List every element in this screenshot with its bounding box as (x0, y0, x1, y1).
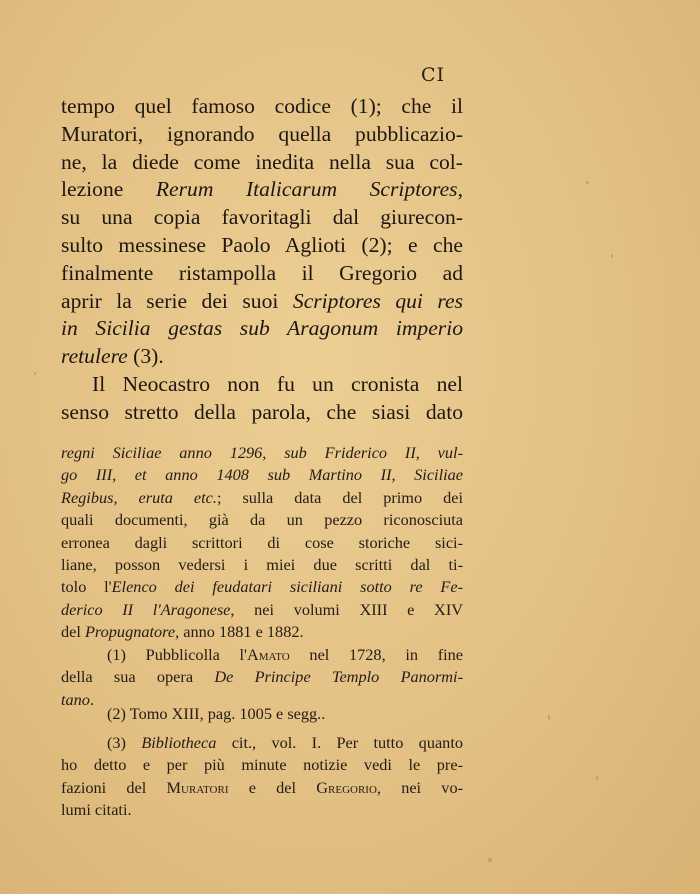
footnote-line (61, 532, 463, 554)
smallcaps-text: Amato (247, 645, 290, 664)
main-line (61, 93, 463, 121)
footnote-line (61, 703, 463, 725)
footnote-text: lumi citati. (61, 800, 132, 820)
footnote-text: (1) Pubblicolla l'Amato nel 1728, in fine (107, 645, 464, 664)
footnote-line (61, 666, 463, 688)
main-text: lezione Rerum Italicarum Scriptores, (61, 177, 463, 202)
paper-speck (586, 181, 589, 184)
italic-text: in Sicilia gestas sub Aragonum imperio (61, 316, 463, 341)
paper-speck (611, 254, 613, 258)
footnote-line (61, 442, 463, 464)
footnote-text: quali documenti, già da un pezzo riconosciuta (61, 510, 463, 530)
main-line (61, 149, 463, 177)
footnote-text: liane, posson vedersi i miei due scritti dal ti- (61, 555, 463, 575)
footnote-line (61, 576, 463, 598)
footnote-text (61, 443, 463, 462)
footnote-text: erronea dagli scrittori di cose storiche sici- (61, 532, 463, 552)
footnote-1 (61, 644, 463, 711)
footnote-line (61, 487, 463, 509)
italic-text: retulere (61, 344, 128, 369)
footnote-text: tolo l'Elenco dei feudatari siciliani sotto re Fe- (61, 577, 463, 597)
italic-text: De Principe Templo Panormi- (214, 667, 463, 687)
main-line (61, 121, 463, 149)
page-folio: CI (421, 64, 446, 86)
footnote-line (61, 644, 463, 666)
paper-speck (548, 715, 550, 720)
footnote-line (61, 464, 463, 486)
footnote-line (61, 799, 463, 821)
footnote-text: della sua opera De Principe Templo Panormi- (61, 667, 463, 687)
italic-text: Rerum Italicarum Scriptores (155, 177, 458, 202)
footnote-text (61, 465, 463, 484)
italic-text: regni Siciliae anno 1296, sub Friderico II, vul- (61, 443, 463, 462)
main-line (61, 176, 463, 204)
smallcaps-text: Gregorio (316, 777, 377, 797)
footnote-line (61, 777, 463, 799)
main-text: tempo quel famoso codice (1); che il (61, 94, 463, 118)
footnote-line (61, 621, 463, 643)
footnote-line (61, 732, 463, 754)
footnote-3 (61, 732, 463, 822)
main-line (61, 399, 463, 427)
italic-text: Propugnatore (84, 622, 176, 642)
paper-speck (34, 372, 36, 375)
footnote-text: (3) Bibliotheca cit., vol. I. Per tutto quanto (107, 733, 463, 752)
footnote-line (61, 554, 463, 576)
main-line (61, 288, 463, 316)
main-text (61, 316, 463, 340)
main-line (61, 204, 463, 232)
footnote-text: fazioni del Muratori e del Gregorio, nei vo- (61, 777, 464, 797)
main-text: aprir la serie dei suoi Scriptores qui res (61, 288, 463, 313)
italic-text: go III, et anno 1408 sub Martino II, Siciliae (61, 465, 463, 485)
footnote-line (61, 509, 463, 531)
main-line (61, 232, 463, 260)
paper-speck (596, 776, 598, 780)
main-text: senso stretto della parola, che siasi dato (61, 399, 463, 424)
footnote-line (61, 754, 463, 776)
italic-text: derico II l'Aragonese (61, 599, 231, 619)
footnote-text: Regibus, eruta etc.; sulla data del primo dei (61, 487, 463, 507)
main-text: su una copia favoritagli dal giurecon- (61, 205, 463, 230)
main-text: retulere (3). (61, 344, 164, 369)
footnote-2 (61, 703, 463, 725)
main-text: Muratori, ignorando quella pubblicazio- (61, 121, 463, 146)
footnote-text: ho detto e per più minute notizie vedi le pre- (61, 755, 463, 775)
smallcaps-text: Muratori (166, 777, 229, 797)
main-text: ne, la diede come inedita nella sua col- (61, 149, 463, 174)
main-text: finalmente ristampolla il Gregorio ad (61, 260, 463, 285)
footnote-text: (2) Tomo XIII, pag. 1005 e segg.. (107, 704, 326, 723)
italic-text: Elenco dei feudatari siciliani sotto re Fe- (111, 577, 463, 597)
main-text: sulto messinese Paolo Aglioti (2); e che (61, 232, 463, 257)
footnote-continuation (61, 442, 463, 644)
italic-text: tano (61, 689, 90, 709)
main-text: Il Neocastro non fu un cronista nel (92, 371, 463, 396)
paper-speck (488, 858, 492, 862)
footnote-line (61, 599, 463, 621)
italic-text: Bibliotheca (141, 733, 217, 752)
main-line (61, 343, 463, 371)
main-text-block (61, 93, 463, 427)
main-line (61, 371, 463, 399)
footnote-text: derico II l'Aragonese, nei volumi XIII e XIV (61, 599, 463, 619)
main-line (61, 315, 463, 343)
italic-text: Scriptores qui res (292, 288, 463, 313)
footnote-text: tano. (61, 689, 95, 709)
main-line (61, 260, 463, 288)
italic-text: Regibus, eruta etc. (61, 487, 217, 507)
footnote-text: del Propugnatore, anno 1881 e 1882. (61, 622, 304, 642)
